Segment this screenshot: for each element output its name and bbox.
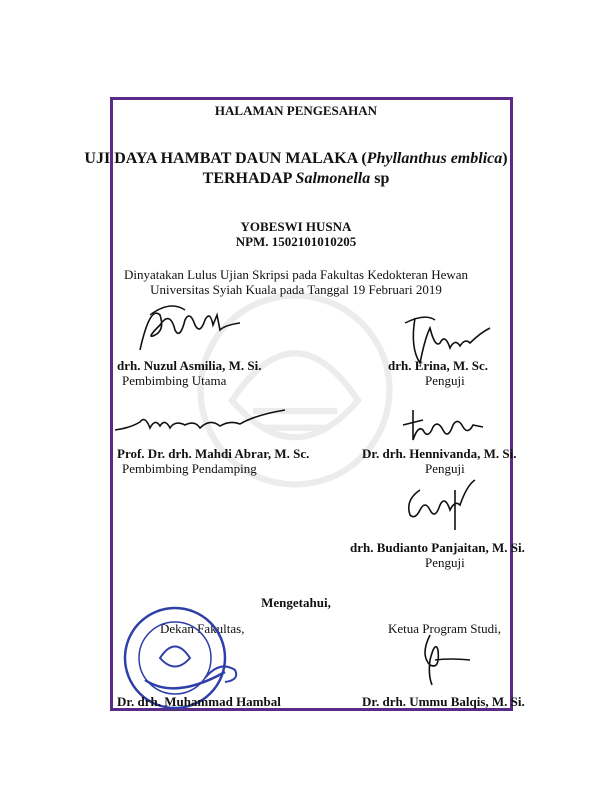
signatory-name-1: drh. Nuzul Asmilia, M. Si. (117, 358, 262, 373)
signatory-role-2: Penguji (425, 373, 465, 388)
signature-budianto (395, 475, 485, 535)
signatory-role-1: Pembimbing Utama (122, 373, 227, 388)
signatory-name-4: Dr. drh. Hennivanda, M. Si. (362, 446, 517, 461)
signature-hennivanda (398, 405, 488, 445)
dean-name: Dr. drh. Muhammad Hambal (117, 694, 281, 709)
approval-label: Mengetahui, (261, 595, 331, 610)
head-title: Ketua Program Studi, (388, 621, 502, 636)
title-genus: Salmonella (295, 170, 371, 187)
thesis-title-line2 (0, 170, 592, 188)
signature-ummu-balqis (410, 630, 480, 690)
signatory-role-4: Penguji (425, 461, 465, 476)
statement-line2: Universitas Syiah Kuala pada Tanggal 19 Februari 2019 (150, 282, 442, 297)
dean-title: Dekan Fakultas, (160, 621, 245, 636)
author-npm: NPM. 1502101010205 (235, 234, 357, 249)
signature-nuzul-asmilia (125, 295, 245, 355)
author-name: YOBESWI HUSNA (240, 219, 352, 234)
signatory-name-2: drh. Erina, M. Sc. (388, 358, 489, 373)
title-part1: UJI DAYA HAMBAT DAUN MALAKA ( (84, 150, 367, 167)
statement-line1: Dinyatakan Lulus Ujian Skripsi pada Fakultas Kedokteran Hewan (123, 267, 469, 282)
title-part2: ) (502, 150, 508, 167)
signatory-name-3: Prof. Dr. drh. Mahdi Abrar, M. Sc. (117, 446, 310, 461)
title-line2-a: TERHADAP (202, 170, 296, 187)
page-heading: HALAMAN PENGESAHAN (214, 103, 378, 118)
thesis-title-line1 (0, 150, 592, 168)
head-name: Dr. drh. Ummu Balqis, M. Si. (362, 694, 525, 709)
signature-mahdi-abrar (110, 400, 290, 445)
title-line2-b: sp (370, 170, 390, 187)
signatory-name-5: drh. Budianto Panjaitan, M. Si. (350, 540, 525, 555)
signatory-role-5: Penguji (425, 555, 465, 570)
title-species: Phyllanthus emblica (366, 150, 503, 167)
signatory-role-3: Pembimbing Pendamping (122, 461, 257, 476)
